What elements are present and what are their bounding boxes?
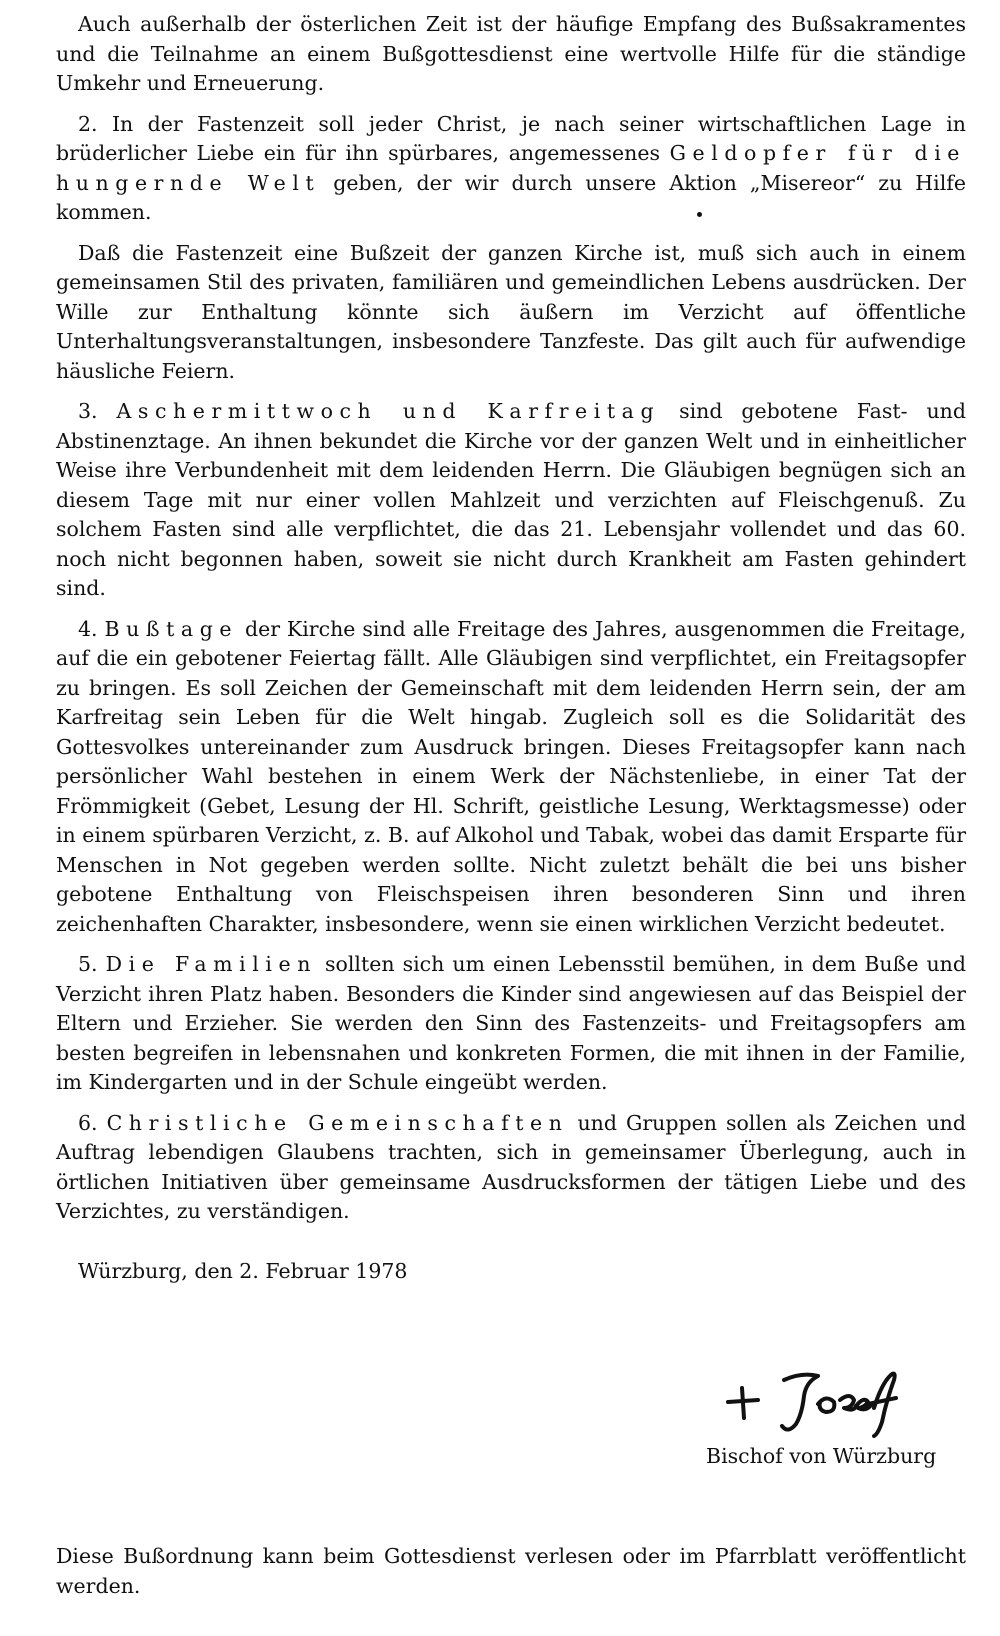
emphasis-spaced: Aschermittwoch und Karfreitag xyxy=(116,399,661,423)
paragraph-2b xyxy=(56,239,966,387)
paragraph-text: der Kirche sind alle Freitage des Jahres, ausgenommen die Freitage, auf die ein gebotener Feiertag fällt. Alle Gläubigen sind verpflichtet, ein Freitagsopfer zu bringen. Es soll Zeichen der Gemeinschaft mit dem leidenden Herrn sein, der am Karfreitag sein Leben für die Welt hingab. Zugleich soll es die Solidarität des Gottesvolkes untereinander zum Ausdruck bringen. Dieses Freitagsopfer kann nach persönlicher Wahl bestehen in einem Werk der Nächstenliebe, in einer Tat der Frömmigkeit (Gebet, Lesung der Hl. Schrift, geistliche Lesung, Werktagsmesse) oder in einem spürbaren Verzicht, z. B. auf Alkohol und Tabak, wobei das damit Ersparte für Menschen in Not gegeben werden sollte. Nicht zuletzt behält die bei uns bisher gebotene Enthaltung von Fleischspeisen ihren besonderen Sinn und ihren zeichenhaften Charakter, insbesondere, wenn sie einen wirklichen Verzicht bedeutet. xyxy=(56,616,967,936)
paragraph-5 xyxy=(56,950,966,1098)
date-line: Würzburg, den 2. Februar 1978 xyxy=(78,1258,408,1283)
paragraph-2 xyxy=(56,110,966,228)
ink-dot xyxy=(697,212,702,217)
handwritten-signature xyxy=(706,1362,906,1442)
paragraph-3 xyxy=(56,397,966,604)
paragraph-text: geben, der wir durch unsere Aktion „Misereor“ zu Hilfe kommen. xyxy=(56,170,966,224)
emphasis-spaced: Die Familien xyxy=(105,952,317,976)
paragraph-intro xyxy=(56,10,966,99)
paragraph-lead: 4. xyxy=(78,616,105,641)
paragraph-text: und Gruppen sollen als Zeichen und Auftrag lebendigen Glaubens trachten, sich in gemeinsamer Überlegung, auch in örtlichen Initiativen über gemeinsame Ausdrucksformen der tätigen Liebe und des Verzichtes, zu verständigen. xyxy=(56,1110,967,1223)
closing-note: Diese Bußordnung kann beim Gottesdienst verlesen oder im Pfarrblatt veröffentlicht werden. xyxy=(56,1544,966,1598)
emphasis-spaced: Bußtage xyxy=(104,616,239,641)
signature-block xyxy=(706,1362,966,1486)
paragraph-text: Daß die Fastenzeit eine Bußzeit der ganzen Kirche ist, muß sich auch in einem gemeinsamen Stil des privaten, familiären und gemeindlichen Lebens ausdrücken. Der Wille zur Enthaltung könnte sich äußern im Verzicht auf öffentliche Unterhaltungsveranstaltungen, insbesondere Tanzfeste. Das gilt auch für aufwendige häusliche Feiern. xyxy=(56,240,966,383)
signature-drawing xyxy=(706,1362,906,1442)
paragraph-text: sollten sich um einen Lebensstil bemühen, in dem Buße und Verzicht ihren Platz haben. Besonders die Kinder sind angewiesen auf das Beispiel der Eltern und Erzieher. Sie werden den Sinn des Fastenzeits- und Freitagsopfers am besten begreifen in lebensnahen und konkreten Formen, die mit ihnen in der Familie, im Kindergarten und in der Schule eingeübt werden. xyxy=(56,952,967,1094)
paragraph-text: Auch außerhalb der österlichen Zeit ist der häufige Empfang des Bußsakramentes und die Teilnahme an einem Bußgottesdienst eine wertvolle Hilfe für die ständige Umkehr und Erneuerung. xyxy=(56,12,966,95)
paragraph-lead: 5. xyxy=(78,952,106,976)
emphasis-spaced: Geldopfer für die hungernde Welt xyxy=(56,141,966,195)
paragraph-4 xyxy=(56,615,966,940)
emphasis-spaced: Christliche Gemeinschaften xyxy=(106,1110,569,1135)
paragraph-6 xyxy=(56,1109,966,1227)
paragraph-text: sind gebotene Fast- und Abstinenztage. An ihnen bekundet die Kirche vor der ganzen Welt und in einheitlicher Weise ihre Verbundenheit mit dem leidenden Herrn. Die Gläubigen begnügen sich an diesem Tage mit nur einer vollen Mahlzeit und verzichten auf Fleischgenuß. Zu solchem Fasten sind alle verpflichtet, die das 21. Lebensjahr vollendet und das 60. noch nicht begonnen haben, soweit sie nicht durch Krankheit am Fasten gehindert sind. xyxy=(56,399,966,600)
paragraph-lead: 2. In der Fastenzeit soll jeder Christ, je nach seiner wirtschaftlichen Lage in brüderlicher Liebe ein für ihn spürbares, angemessenes xyxy=(56,111,966,165)
signature-title: Bischof von Würzburg xyxy=(706,1444,937,1468)
paragraph-lead: 6. xyxy=(78,1110,107,1135)
document-body xyxy=(56,10,966,1286)
paragraph-lead: 3. xyxy=(78,399,117,423)
